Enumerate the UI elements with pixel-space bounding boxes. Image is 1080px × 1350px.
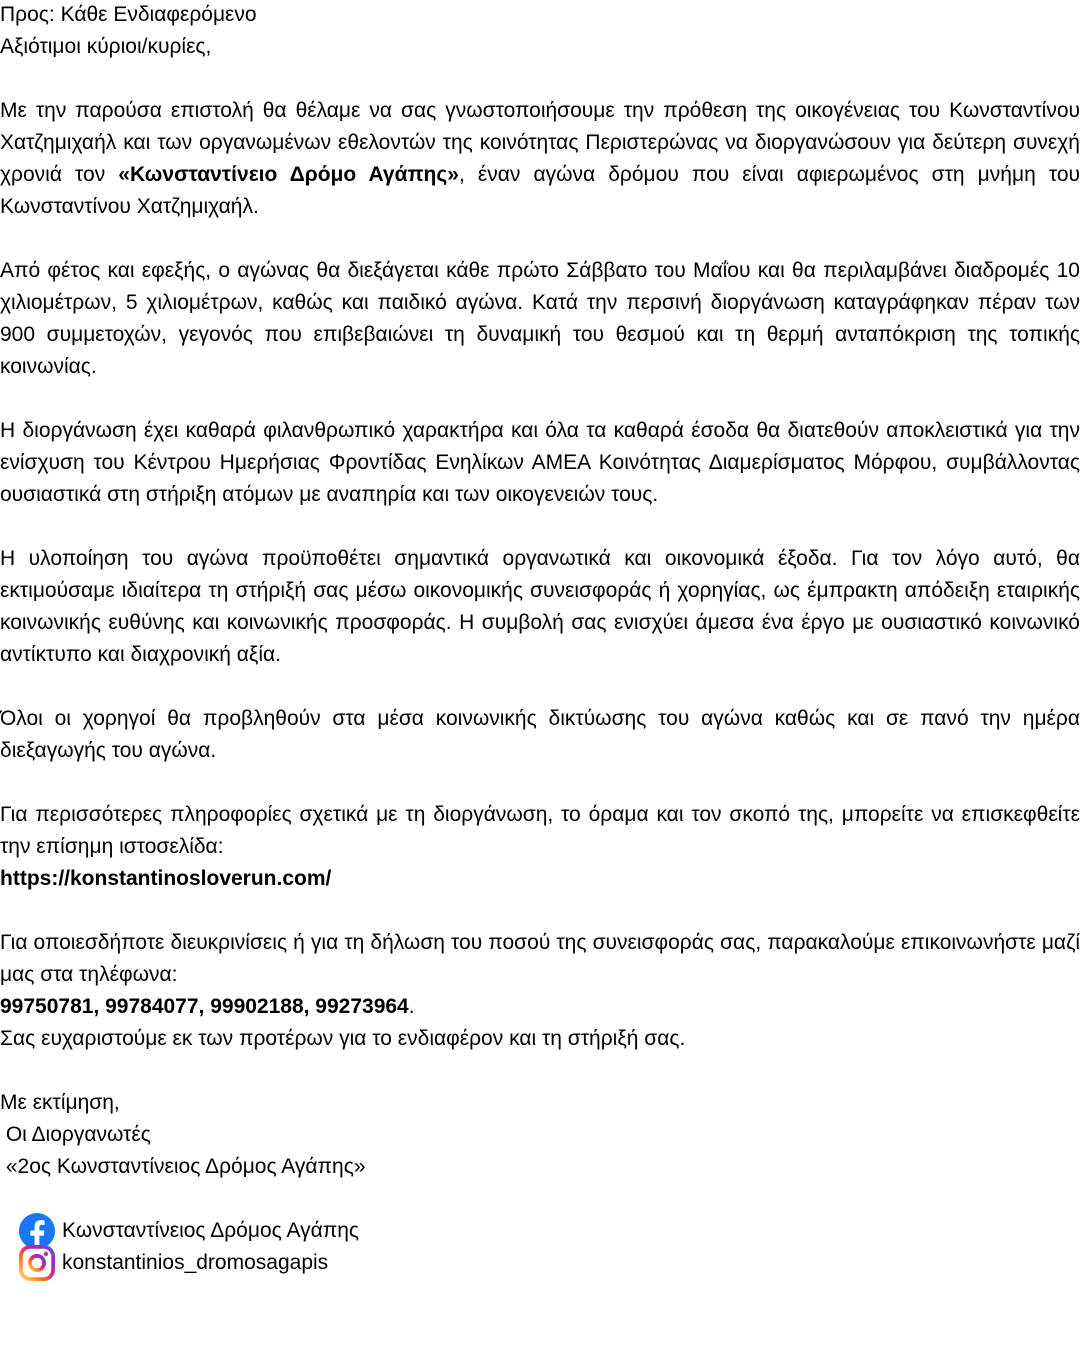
spacer xyxy=(0,383,1080,415)
paragraph-contact: Για οποιεσδήποτε διευκρινίσεις ή για τη δήλωση του ποσού της συνεισφοράς σας, παρακαλούμε επικοινωνήστε μαζί μας στα τηλέφωνα: xyxy=(0,931,1080,986)
spacer xyxy=(0,223,1080,255)
signature-event: «2ος Κωνσταντίνειος Δρόμος Αγάπης» xyxy=(0,1155,366,1178)
spacer xyxy=(0,1055,1080,1087)
salutation: Αξιότιμοι κύριοι/κυρίες, xyxy=(0,35,212,58)
facebook-page-name: Κωνσταντίνειος Δρόμος Αγάπης xyxy=(62,1219,359,1242)
paragraph-more-info: Για περισσότερες πληροφορίες σχετικά με τη διοργάνωση, το όραμα και τον σκοπό της, μπορείτε να επισκεφθείτε την επίσημη ιστοσελίδα: xyxy=(0,803,1080,858)
intro-text-end: , έναν αγώνα δρόμου που είναι αφιερωμένος στη μνήμη του Κωνσταντίνου Χατζημιχαήλ. xyxy=(0,163,1080,218)
phone-numbers-line xyxy=(0,991,1080,1023)
paragraph-sponsor-promotion: Όλοι οι χορηγοί θα προβληθούν στα μέσα κοινωνικής δικτύωσης του αγώνα καθώς και σε πανό την ημέρα διεξαγωγής του αγώνα. xyxy=(0,707,1080,762)
instagram-icon xyxy=(18,1244,56,1282)
paragraph-sponsorship-request: Η υλοποίηση του αγώνα προϋποθέτει σημαντικά οργανωτικά και οικονομικά έξοδα. Για τον λόγο αυτό, θα εκτιμούσαμε ιδιαίτερα τη στήριξή σας μέσω οικονομικής συνεισφοράς ή χορηγίας, ως έμπρακτη απόδειξη εταιρικής κοινωνικής ευθύνης και κοινωνικής προσφοράς. Η συμβολή σας ενισχύει άμεσα ένα έργο με ουσιαστικό κοινωνικό αντίκτυπο και διαχρονική αξία. xyxy=(0,547,1080,666)
spacer xyxy=(0,671,1080,703)
signature-organizers: Οι Διοργανωτές xyxy=(0,1123,151,1146)
spacer xyxy=(0,767,1080,799)
paragraph-intro xyxy=(0,95,1080,223)
website-link[interactable]: https://konstantinosloverun.com/ xyxy=(0,867,332,890)
thanks-line: Σας ευχαριστούμε εκ των προτέρων για το ενδιαφέρον και τη στήριξή σας. xyxy=(0,1027,686,1050)
instagram-handle: konstantinios_dromosagapis xyxy=(62,1251,329,1274)
spacer xyxy=(0,511,1080,543)
spacer xyxy=(0,895,1080,927)
paragraph-charity: Η διοργάνωση έχει καθαρά φιλανθρωπικό χαρακτήρα και όλα τα καθαρά έσοδα θα διατεθούν αποκλειστικά για την ενίσχυση του Κέντρου Ημερήσιας Φροντίδας Ενηλίκων ΑΜΕΑ Κοινότητας Διαμερίσματος Μόρφου, συμβάλλοντας ουσιαστικά στη στήριξη ατόμων με αναπηρία και των οικογενειών τους. xyxy=(0,419,1080,506)
intro-text: Με την παρούσα επιστολή θα θέλαμε να σας γνωστοποιήσουμε την πρόθεση της οικογένειας του Κωνσταντίνου Χατζημιχαήλ και των οργανωμένων εθελοντών της κοινότητας Περιστερώνας να διοργανώσουν για δεύτερη συνεχή χρονιά τον xyxy=(0,99,1080,186)
spacer xyxy=(0,63,1080,95)
event-name: «Κωνσταντίνειο Δρόμο Αγάπης» xyxy=(118,163,459,186)
instagram-link[interactable] xyxy=(0,1247,1080,1279)
recipient-line: Προς: Κάθε Ενδιαφερόμενο xyxy=(0,3,257,26)
closing: Με εκτίμηση, xyxy=(0,1091,120,1114)
facebook-link[interactable] xyxy=(0,1215,1080,1247)
paragraph-event-details: Από φέτος και εφεξής, ο αγώνας θα διεξάγεται κάθε πρώτο Σάββατο του Μαΐου και θα περιλαμβάνει διαδρομές 10 χιλιομέτρων, 5 χιλιομέτρων, καθώς και παιδικό αγώνα. Κατά την περσινή διοργάνωση καταγράφηκαν πέραν των 900 συμμετοχών, γεγονός που επιβεβαιώνει τη δυναμική του θεσμού και τη θερμή ανταπόκριση της τοπικής κοινωνίας. xyxy=(0,259,1080,378)
phone-numbers: 99750781, 99784077, 99902188, 99273964 xyxy=(0,995,409,1018)
spacer xyxy=(0,1183,1080,1215)
phone-numbers-period: . xyxy=(408,995,415,1018)
